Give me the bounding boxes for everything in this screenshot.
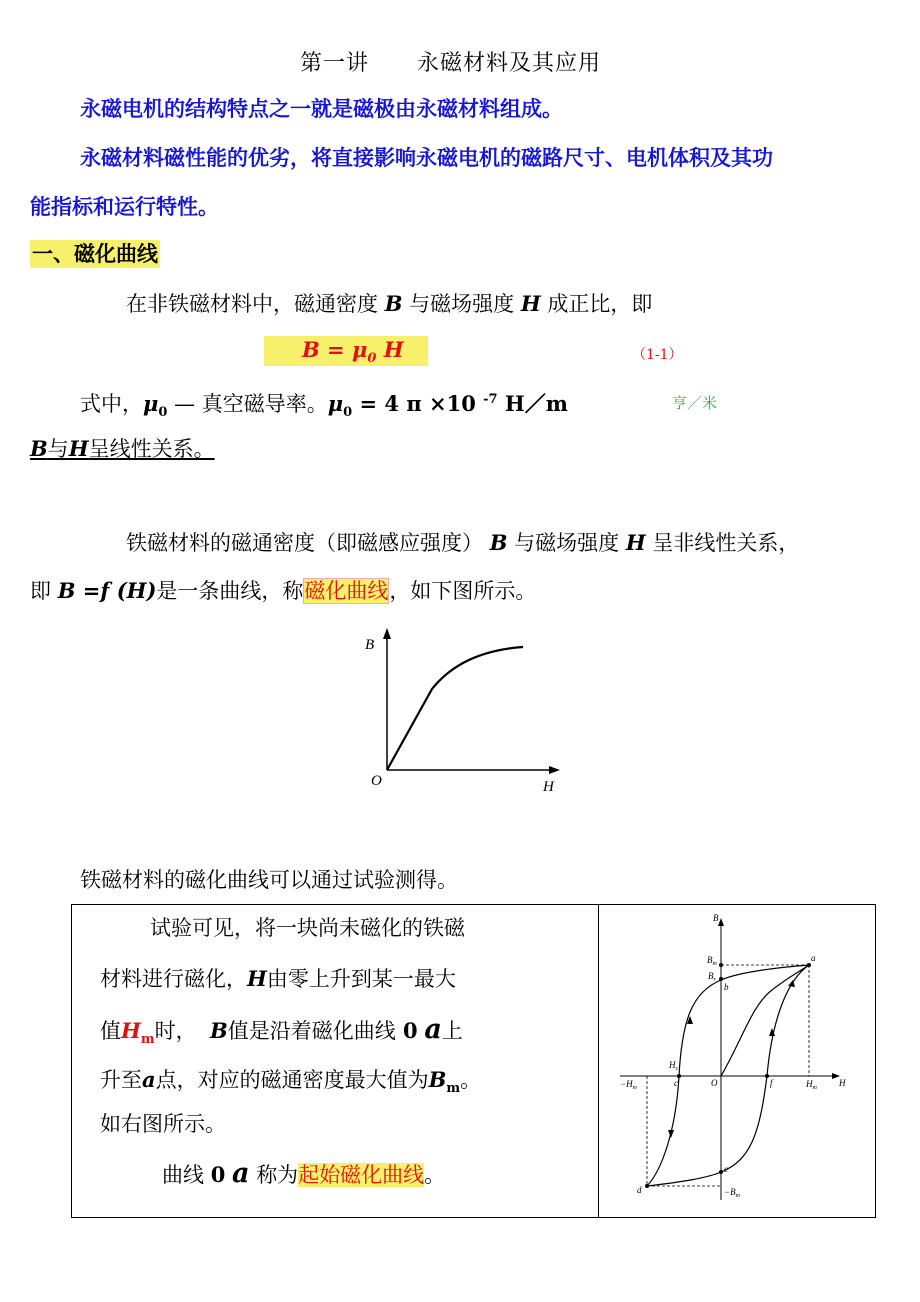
linear-mid: 与 bbox=[47, 437, 69, 461]
equation-sub: 0 bbox=[367, 351, 377, 367]
table-l3-a: a bbox=[424, 1014, 442, 1045]
figure2-label-negBm-sub: m bbox=[735, 1193, 740, 1199]
figure2-label-negBm-main: −B bbox=[724, 1187, 736, 1197]
table-l3-post: 值是沿着磁化曲线 bbox=[227, 1019, 396, 1043]
linear-relation bbox=[30, 435, 215, 463]
figure2-label-Hm bbox=[805, 1079, 818, 1091]
figure2-label-e: e bbox=[724, 1164, 728, 1174]
intro-paragraph-2-line-2: 能指标和运行特性。 bbox=[30, 194, 219, 219]
figure2-label-a: a bbox=[811, 953, 816, 963]
linear-B: B bbox=[30, 436, 48, 461]
table-l6-a: a bbox=[232, 1158, 250, 1189]
figure2-label-Hc bbox=[668, 1060, 679, 1072]
ferro-text-mid: 与磁场强度 bbox=[514, 531, 620, 555]
nonferro-line bbox=[126, 290, 652, 318]
figure2-label-Bm-sub: m bbox=[712, 961, 717, 967]
figure2-label-c: c bbox=[674, 1078, 678, 1088]
figure2-label-negBm bbox=[724, 1187, 741, 1199]
table-divider bbox=[598, 904, 599, 1218]
figure2-label-Hc-main: H bbox=[669, 1060, 676, 1070]
figure2-label-d: d bbox=[637, 1185, 642, 1195]
figure1-x-arrow bbox=[549, 766, 560, 774]
table-l3-Hm: H bbox=[121, 1018, 141, 1043]
ferro-line2-mid: 是一条曲线，称 bbox=[156, 579, 304, 603]
figure2-point-d bbox=[645, 1184, 649, 1188]
ferro-text-pre: 铁磁材料的磁通密度（即磁感应强度） bbox=[126, 531, 483, 555]
equation-lhs: B = μ bbox=[302, 337, 368, 362]
figure2-label-negHm-sub: m bbox=[632, 1085, 637, 1091]
figure2-label-b: b bbox=[724, 982, 729, 992]
table-line-6 bbox=[162, 1160, 445, 1189]
ferro-text-post: 呈非线性关系， bbox=[652, 531, 800, 555]
table-l2-post: 由零上升到某一最大 bbox=[266, 967, 456, 991]
figure2-label-Br-main: B bbox=[708, 971, 714, 981]
figure2-label-Hm-sub: m bbox=[812, 1085, 817, 1091]
symbol-B: B bbox=[384, 291, 403, 316]
mu-value: = 4 π ×10 bbox=[352, 391, 484, 416]
mu-definition bbox=[80, 386, 568, 427]
figure2-label-Br bbox=[708, 971, 717, 983]
symbol-mu-2: μ bbox=[327, 391, 344, 416]
figure1-curve bbox=[387, 647, 523, 770]
table-l4-mid: 点，对应的磁通密度最大值为 bbox=[155, 1068, 429, 1092]
intro-paragraph-2-line-1: 永磁材料磁性能的优劣，将直接影响永磁电机的磁路尺寸、电机体积及其功 bbox=[80, 145, 773, 170]
ferro-line2-post: ，如下图所示。 bbox=[389, 579, 537, 603]
figure2-label-Bm-main: B bbox=[707, 955, 713, 965]
table-l2-pre: 材料进行磁化， bbox=[100, 967, 247, 991]
table-l6-zero: 0 bbox=[210, 1162, 226, 1187]
equation-number: （1-1） bbox=[632, 347, 683, 363]
table-l6-mid: 称为 bbox=[256, 1163, 299, 1187]
figure1-x-label: H bbox=[543, 779, 554, 795]
table-line-3 bbox=[100, 1016, 463, 1054]
figure2-label-H: H bbox=[839, 1078, 846, 1088]
figure2-point-f bbox=[765, 1074, 769, 1078]
linear-H: H bbox=[68, 436, 89, 461]
table-l4-Bm: B bbox=[428, 1067, 447, 1092]
figure2-label-negHm bbox=[620, 1079, 638, 1091]
figure2-label-Br-sub: r bbox=[713, 977, 716, 983]
nonferro-text-post: 成正比，即 bbox=[547, 292, 653, 316]
figure2-y-arrow bbox=[718, 918, 724, 926]
table-l6-end: 。 bbox=[424, 1163, 446, 1187]
figure1-y-arrow bbox=[383, 628, 391, 639]
equation-1-1 bbox=[302, 337, 404, 366]
table-l4-a: a bbox=[142, 1067, 156, 1092]
figure2-label-B: B bbox=[713, 913, 719, 923]
figure2-arrow-down bbox=[668, 1130, 674, 1138]
nonferro-text-mid: 与磁场强度 bbox=[409, 292, 515, 316]
ferro-function: B =f (H) bbox=[57, 578, 157, 603]
ferro-line-1 bbox=[126, 529, 799, 557]
table-l3-mid: 时， bbox=[154, 1019, 197, 1043]
test-line: 铁磁材料的磁化曲线可以通过试验测得。 bbox=[80, 868, 458, 892]
figure2-point-Bm bbox=[719, 963, 723, 967]
intro-paragraph-1: 永磁电机的结构特点之一就是磁极由永磁材料组成。 bbox=[80, 96, 563, 121]
ferro-line2-pre: 即 bbox=[30, 579, 51, 603]
table-l4-pre: 升至 bbox=[100, 1068, 142, 1092]
figure2-point-b bbox=[719, 977, 723, 981]
ferro-H: H bbox=[625, 530, 646, 555]
table-l4-Bm-sub: m bbox=[446, 1081, 461, 1097]
figure2-label-Hc-sub: c bbox=[675, 1066, 679, 1072]
table-line-5: 如右图所示。 bbox=[100, 1112, 226, 1136]
ferro-B: B bbox=[489, 530, 508, 555]
figure2-label-Hm-main: H bbox=[806, 1079, 813, 1089]
page-title bbox=[300, 46, 601, 77]
figure2-label-f: f bbox=[770, 1078, 773, 1088]
symbol-mu: μ bbox=[143, 391, 159, 416]
magnetization-curve-figure bbox=[355, 625, 575, 800]
figure2-label-O: O bbox=[711, 1078, 718, 1088]
table-l3-zero: 0 bbox=[403, 1018, 418, 1043]
lecture-number: 第一讲 bbox=[300, 51, 370, 76]
table-line-2 bbox=[100, 965, 456, 993]
term-initial-magnetization-curve: 起始磁化曲线 bbox=[298, 1163, 425, 1187]
table-l3-pre: 值 bbox=[100, 1019, 121, 1043]
mu-sub-2: 0 bbox=[343, 405, 353, 421]
table-line-4 bbox=[100, 1066, 481, 1103]
figure1-y-label: B bbox=[365, 637, 375, 653]
mu-def-desc: — 真空磁导率。 bbox=[167, 392, 328, 416]
table-l4-end: 。 bbox=[460, 1068, 482, 1092]
mu-sub: 0 bbox=[158, 405, 168, 421]
hysteresis-loop-figure bbox=[612, 910, 862, 1210]
figure2-point-e bbox=[719, 1170, 723, 1174]
table-l6-pre: 曲线 bbox=[162, 1163, 204, 1187]
figure1-origin: O bbox=[371, 773, 382, 789]
figure2-point-a bbox=[807, 963, 811, 967]
table-line-1: 试验可见，将一块尚未磁化的铁磁 bbox=[150, 916, 465, 940]
mu-def-pre: 式中， bbox=[80, 392, 143, 416]
unit-chinese: 亨／米 bbox=[672, 394, 718, 412]
symbol-H: H bbox=[520, 291, 541, 316]
figure2-label-Bm bbox=[707, 955, 718, 967]
table-l3-B: B bbox=[209, 1018, 228, 1043]
mu-exponent: -7 bbox=[483, 392, 498, 407]
ferro-line-2 bbox=[30, 577, 536, 605]
equation-rhs: H bbox=[376, 337, 404, 362]
table-l3-Hm-sub: m bbox=[140, 1032, 155, 1048]
table-l2-H: H bbox=[247, 966, 267, 991]
section-heading: 一、磁化曲线 bbox=[32, 241, 158, 266]
term-magnetization-curve: 磁化曲线 bbox=[304, 579, 389, 603]
figure2-label-negHm-main: −H bbox=[620, 1079, 633, 1089]
figure2-initial-curve bbox=[721, 965, 809, 1076]
linear-post: 呈线性关系。 bbox=[88, 437, 215, 461]
lecture-topic: 永磁材料及其应用 bbox=[417, 51, 602, 76]
mu-unit: H／m bbox=[497, 391, 568, 416]
table-l3-end: 上 bbox=[441, 1019, 463, 1043]
nonferro-text-pre: 在非铁磁材料中，磁通密度 bbox=[126, 292, 378, 316]
